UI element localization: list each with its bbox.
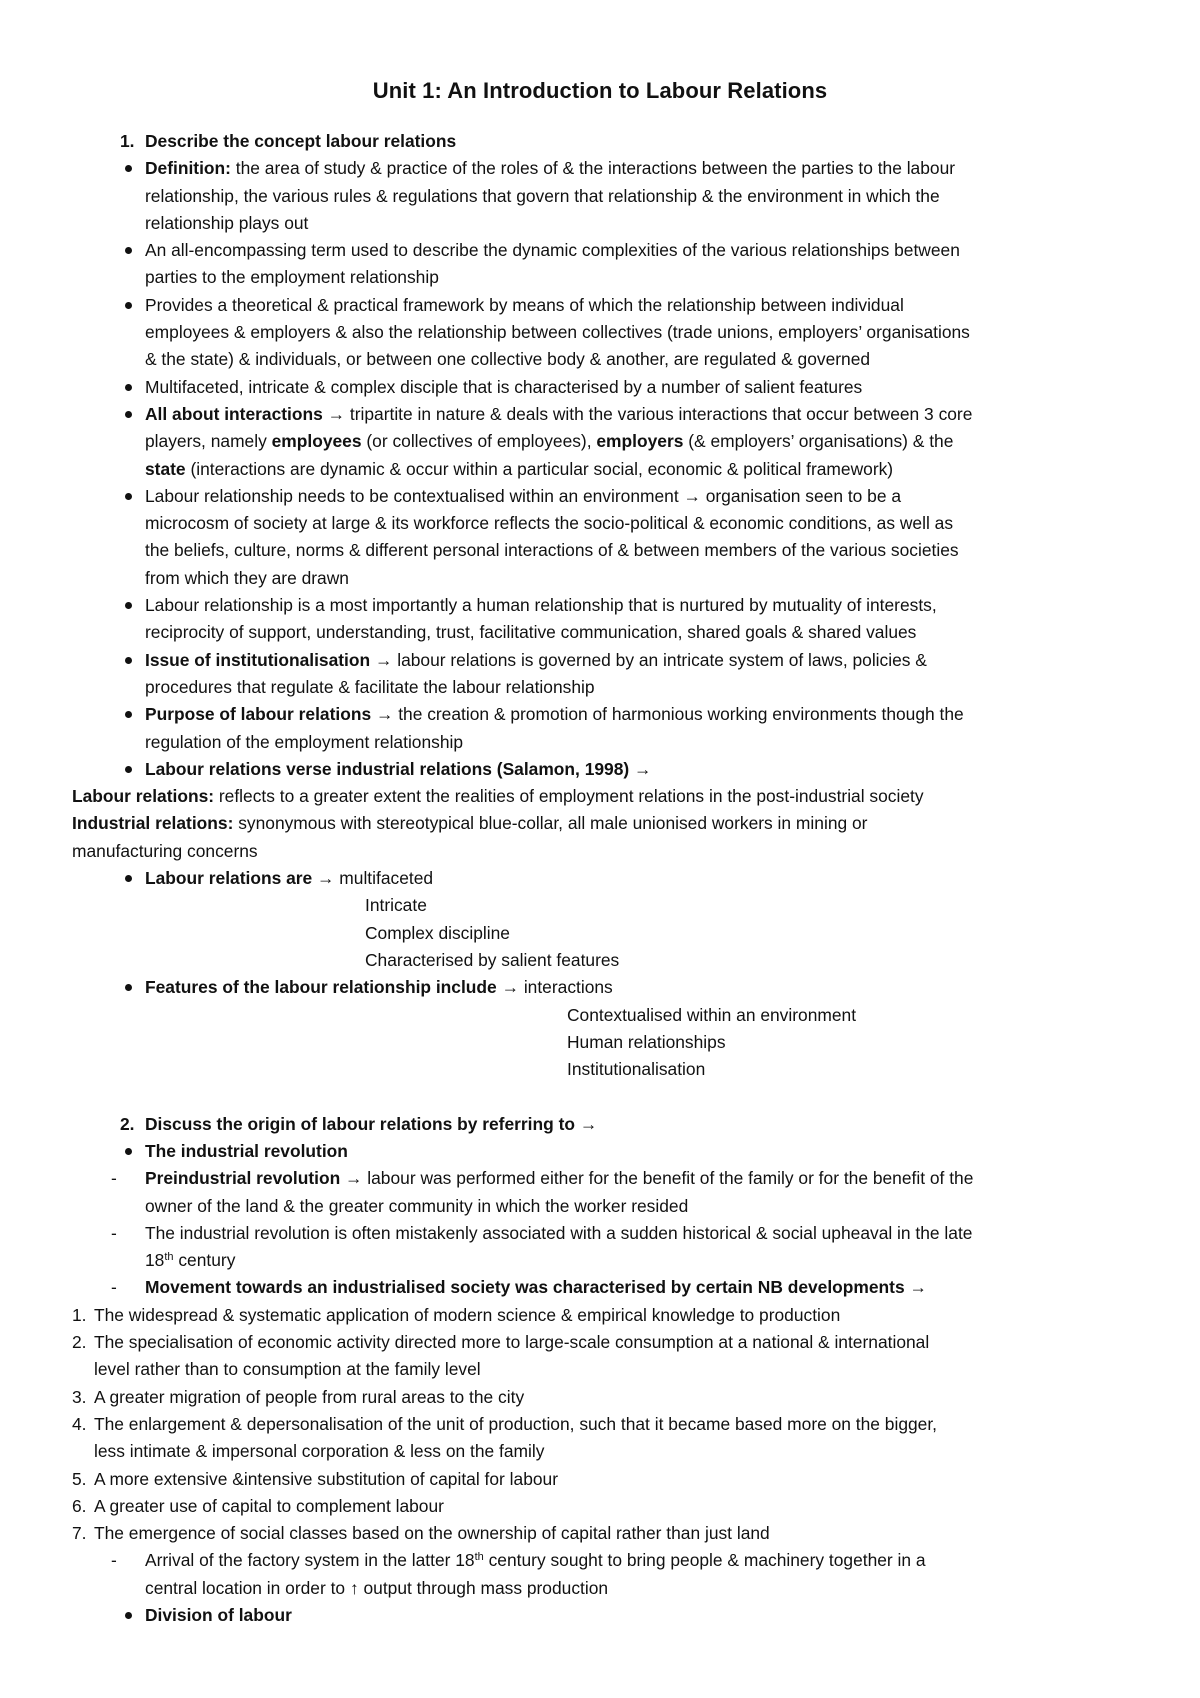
arrow-icon: → <box>579 1113 598 1134</box>
arrow-icon: → <box>375 704 394 725</box>
item-bold: Labour relations verse industrial relations (Salamon, 1998) <box>145 758 630 779</box>
item-text: the beliefs, culture, norms & different personal interactions of & between members of the various societies <box>145 540 959 561</box>
item-text: (interactions are dynamic & occur within a particular social, economic & political framework) <box>185 458 894 479</box>
list-item <box>0 155 1200 182</box>
bullet-icon <box>125 875 132 882</box>
list-item <box>0 647 1200 674</box>
bullet-icon <box>125 165 132 172</box>
sub-item: Contextualised within an environment <box>567 1004 857 1025</box>
bullet-icon <box>125 1612 132 1619</box>
dash-marker: - <box>111 1277 117 1298</box>
arrow-icon: → <box>634 758 652 779</box>
item-text: output through mass production <box>358 1577 609 1598</box>
question-2-heading <box>0 1111 1200 1138</box>
definition-text: reflects to a greater extent the realities of employment relations in the post-industrial society <box>214 786 924 807</box>
definition-text: synonymous with stereotypical blue-collar, all male unionised workers in mining or <box>233 813 868 834</box>
numbered-item <box>0 1493 1200 1520</box>
bullet-icon <box>125 411 132 418</box>
arrow-icon: → <box>317 868 335 889</box>
sub-item: Characterised by salient features <box>365 949 620 970</box>
number-label: 6. <box>72 1495 87 1516</box>
item-text: the creation & promotion of harmonious working environments though the <box>393 704 964 725</box>
item-text: A more extensive &intensive substitution of capital for labour <box>94 1468 559 1489</box>
item-text: Provides a theoretical & practical framework by means of which the relationship between individual <box>145 294 904 315</box>
item-text: century <box>173 1250 236 1271</box>
number-label: 7. <box>72 1523 87 1544</box>
item-bold: Labour relations are <box>145 868 313 889</box>
dash-marker: - <box>111 1168 117 1189</box>
number-label: 3. <box>72 1386 87 1407</box>
item-text: Multifaceted, intricate & complex disciple that is characterised by a number of salient features <box>145 376 863 397</box>
question-text: Discuss the origin of labour relations by referring to <box>145 1113 576 1134</box>
item-text: regulation of the employment relationship <box>145 731 464 752</box>
bullet-icon <box>125 247 132 254</box>
question-number: 1. <box>120 131 135 151</box>
item-bold: Issue of institutionalisation <box>145 649 371 670</box>
list-item <box>0 237 1200 264</box>
dash-item <box>0 1165 1200 1192</box>
list-item <box>0 592 1200 619</box>
bullet-icon <box>125 766 132 773</box>
item-text: relationship plays out <box>145 212 309 233</box>
sub-item: Complex discipline <box>365 922 510 943</box>
sub-item: Human relationships <box>567 1031 726 1052</box>
bullet-icon <box>125 711 132 718</box>
dash-item <box>0 1220 1200 1247</box>
number-label: 1. <box>72 1304 87 1325</box>
item-bold: employees <box>271 431 362 452</box>
list-item <box>0 401 1200 428</box>
bullet-icon <box>125 657 132 664</box>
item-text: The specialisation of economic activity directed more to large-scale consumption at a national & international <box>94 1332 930 1353</box>
arrow-icon: → <box>327 403 346 424</box>
item-bold: Preindustrial revolution <box>145 1168 341 1189</box>
item-text: (or collectives of employees), <box>361 431 597 452</box>
item-text: Arrival of the factory system in the latter 18 <box>145 1550 475 1571</box>
list-item <box>0 756 1200 783</box>
numbered-item <box>0 1466 1200 1493</box>
item-text: 18 <box>145 1250 165 1271</box>
dash-marker: - <box>111 1222 117 1243</box>
definition-text: manufacturing concerns <box>72 840 258 861</box>
item-text: from which they are drawn <box>145 567 349 588</box>
item-text: (& employers’ organisations) & the <box>683 431 954 452</box>
list-item <box>0 1602 1200 1629</box>
sub-item: multifaceted <box>339 868 434 889</box>
item-bold: The industrial revolution <box>145 1140 348 1161</box>
numbered-item <box>0 1520 1200 1547</box>
list-item <box>0 292 1200 319</box>
sub-item: Intricate <box>365 895 427 916</box>
item-text: microcosm of society at large & its workforce reflects the socio-political & economic conditions, as well as <box>145 513 954 534</box>
arrow-icon: → <box>501 977 519 998</box>
item-text: Labour relationship needs to be contextualised within an environment → organisation seen to be a <box>145 485 902 506</box>
item-text: level rather than to consumption at the family level <box>94 1359 481 1380</box>
bullet-icon <box>125 1148 132 1155</box>
arrow-icon: → <box>374 649 393 670</box>
bullet-icon <box>125 384 132 391</box>
item-text: the area of study & practice of the roles of & the interactions between the parties to the labour <box>230 158 956 179</box>
definition-line <box>0 810 1200 837</box>
item-text: reciprocity of support, understanding, trust, facilitative communication, shared goals & shared values <box>145 622 917 643</box>
bullet-icon <box>125 984 132 991</box>
item-text: parties to the employment relationship <box>145 267 439 288</box>
list-item <box>0 974 1200 1001</box>
item-bold: state <box>145 458 186 479</box>
item-bold: Movement towards an industrialised society was characterised by certain NB developments <box>145 1277 905 1298</box>
item-text: Labour relationship is a most importantly a human relationship that is nurtured by mutuality of interests, <box>145 595 937 616</box>
bullet-icon <box>125 493 132 500</box>
sub-item: Institutionalisation <box>567 1059 706 1080</box>
document-body <box>0 128 1200 1629</box>
item-text: central location in order to <box>145 1577 350 1598</box>
dash-item <box>0 1274 1200 1301</box>
definition-line <box>0 783 1200 810</box>
item-text: labour relations is governed by an intricate system of laws, policies & <box>392 649 927 670</box>
page-title: Unit 1: An Introduction to Labour Relations <box>372 78 828 103</box>
dash-marker: - <box>111 1550 117 1571</box>
numbered-item <box>0 1384 1200 1411</box>
dash-item <box>0 1547 1200 1574</box>
list-item <box>0 701 1200 728</box>
list-item <box>0 1138 1200 1165</box>
list-item <box>0 865 1200 892</box>
item-text: An all-encompassing term used to describe the dynamic complexities of the various relationships between <box>145 240 960 261</box>
list-item <box>0 483 1200 510</box>
item-text: employees & employers & also the relationship between collectives (trade unions, employers’ organisations <box>145 322 970 343</box>
item-bold: Division of labour <box>145 1605 292 1626</box>
item-text: & the state) & individuals, or between one collective body & another, are regulated & governed <box>145 349 871 370</box>
list-item <box>0 374 1200 401</box>
numbered-item <box>0 1302 1200 1329</box>
superscript: th <box>474 1551 484 1564</box>
question-text: Describe the concept labour relations <box>145 131 457 151</box>
item-bold: Features of the labour relationship include <box>145 977 497 998</box>
item-text: procedures that regulate & facilitate the labour relationship <box>145 676 595 697</box>
arrow-icon: → <box>909 1277 927 1298</box>
number-label: 2. <box>72 1332 87 1353</box>
item-text: relationship, the various rules & regulations that govern that relationship & the environment in which the <box>145 185 940 206</box>
item-text: owner of the land & the greater community in which the worker resided <box>145 1195 689 1216</box>
item-bold: employers <box>596 431 684 452</box>
item-text: labour was performed either for the benefit of the family or for the benefit of the <box>362 1168 974 1189</box>
item-bold: All about interactions <box>145 403 323 424</box>
item-text: The enlargement & depersonalisation of the unit of production, such that it became based more on the bigger, <box>94 1413 938 1434</box>
item-text: A greater use of capital to complement labour <box>94 1495 444 1516</box>
numbered-item <box>0 1329 1200 1356</box>
question-1-heading <box>0 128 1200 155</box>
item-text: The emergence of social classes based on the ownership of capital rather than just land <box>94 1523 770 1544</box>
item-text: The industrial revolution is often mistakenly associated with a sudden historical & social upheaval in the late <box>145 1222 973 1243</box>
item-text: The widespread & systematic application of modern science & empirical knowledge to production <box>94 1304 841 1325</box>
item-text: players, namely <box>145 431 272 452</box>
bullet-icon <box>125 602 132 609</box>
sub-item: interactions <box>523 977 613 998</box>
bullet-icon <box>125 302 132 309</box>
item-bold: Definition: <box>145 158 231 179</box>
number-label: 4. <box>72 1413 87 1434</box>
question-number: 2. <box>120 1113 135 1134</box>
superscript: th <box>164 1251 174 1264</box>
arrow-icon: → <box>345 1168 363 1189</box>
item-text: less intimate & impersonal corporation & less on the family <box>94 1441 545 1462</box>
term: Labour relations: <box>72 786 215 807</box>
term: Industrial relations: <box>72 813 234 834</box>
item-text: century sought to bring people & machinery together in a <box>483 1550 926 1571</box>
item-text: tripartite in nature & deals with the various interactions that occur between 3 core <box>345 403 973 424</box>
numbered-item <box>0 1411 1200 1438</box>
item-bold: Purpose of labour relations <box>145 704 372 725</box>
up-arrow-icon: ↑ <box>349 1577 359 1598</box>
number-label: 5. <box>72 1468 87 1489</box>
item-text: A greater migration of people from rural areas to the city <box>94 1386 525 1407</box>
